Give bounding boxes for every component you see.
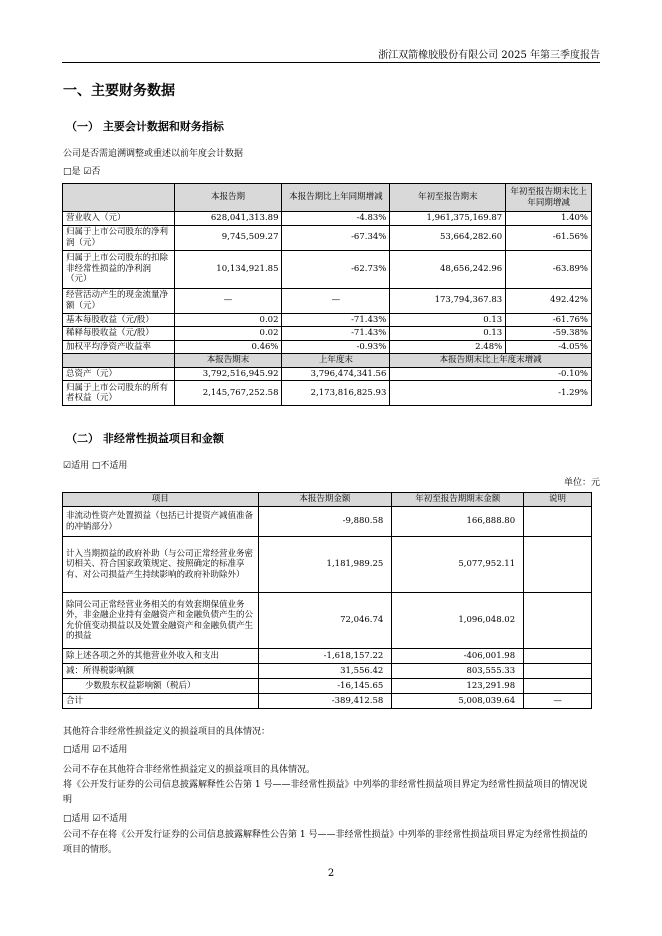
col-header: 本报告期 xyxy=(174,184,282,212)
subsection-title-1: （一） 主要会计数据和财务指标 xyxy=(66,120,224,133)
col-header: 本报告期金额 xyxy=(258,493,392,507)
table-row: 加权平均净资产收益率 0.46% -0.93% 2.48% -4.05% xyxy=(63,340,592,354)
table-row: 少数股东权益影响额（税后） -16,145.65 123,291.98 xyxy=(63,679,592,694)
col-header: 说明 xyxy=(524,493,592,507)
note-no-other-items: 公司不存在其他符合非经常性损益定义的损益项目的具体情况。 xyxy=(63,765,316,775)
col-header: 年初至报告期末 xyxy=(390,184,506,212)
table-row: 基本每股收益（元/股） 0.02 -71.43% 0.13 -61.76% xyxy=(63,313,592,327)
table-row: 稀释每股收益（元/股） 0.02 -71.43% 0.13 -59.38% xyxy=(63,327,592,341)
col-header: 年初至报告期期末金额 xyxy=(392,493,524,507)
table-row: 总资产（元） 3,792,516,945.92 3,796,474,341.56 -0.10% xyxy=(63,367,592,381)
table-row: 归属于上市公司股东的扣除非经常性损益的净利润（元） 10,134,921.85 -62.73% 48,656,242.96 -63.89% xyxy=(63,250,592,288)
header-divider xyxy=(62,62,600,63)
note-other-applicable: □适用 ☑不适用 xyxy=(63,745,128,755)
section-title: 一、主要财务数据 xyxy=(63,83,175,99)
subsection-title-2: （二） 非经常性损益项目和金额 xyxy=(66,432,224,445)
col-header: 上年度末 xyxy=(282,354,390,368)
note-no-reclassification: 公司不存在将《公开发行证券的公司信息披露解释性公告第 1 号——非经常性损益》中列举的非经常性损益项目界定为经常性损益的项目的情形。 xyxy=(63,830,588,855)
table-row: 非流动性资产处置损益（包括已计提资产减值准备的冲销部分） -9,880.58 166,888.80 xyxy=(63,507,592,537)
note-other-items: 其他符合非经常性损益定义的损益项目的具体情况： xyxy=(63,727,271,737)
note-reclassification-title: 将《公开发行证券的公司信息披露解释性公告第 1 号——非经常性损益》中列举的非经常性损益项目界定为经常性损益项目的情况说明 xyxy=(63,780,588,805)
non-recurring-items-table xyxy=(62,492,592,709)
table-row: 除上述各项之外的其他营业外收入和支出 -1,618,157.22 -406,001.98 xyxy=(63,649,592,664)
restate-answer: □是 ☑否 xyxy=(63,167,101,177)
table-row: 营业收入（元） 628,041,313.89 -4.83% 1,961,375,169.87 1.40% xyxy=(63,212,592,226)
table-row: 计入当期损益的政府补助（与公司正常经营业务密切相关、符合国家政策规定、按照确定的标准享有、对公司损益产生持续影响的政府补助除外） 1,181,989.25 5,077,952.11 xyxy=(63,537,592,593)
page-number: 2 xyxy=(327,868,335,879)
financial-indicators-table xyxy=(62,183,592,406)
table-subheader-row xyxy=(63,354,592,368)
report-header: 浙江双箭橡胶股份有限公司 2025 年第三季度报告 xyxy=(378,50,600,61)
table-header-row xyxy=(63,493,592,507)
table-row: 除同公司正常经营业务相关的有效套期保值业务外，非金融企业持有金融资产和金融负债产生的公允价值变动损益以及处置金融资产和金融负债产生的损益 72,046.74 1,096,048.02 xyxy=(63,593,592,649)
table-row: 归属于上市公司股东的净利润（元） 9,745,509.27 -67.34% 53,664,282.60 -61.56% xyxy=(63,225,592,250)
col-header: 项目 xyxy=(63,493,259,507)
table-total-row: 合计 -389,412.58 5,008,039.64 — xyxy=(63,694,592,709)
unit-label: 单位：元 xyxy=(563,478,600,488)
col-header: 本报告期末 xyxy=(174,354,282,368)
applicable-status: ☑适用 □不适用 xyxy=(63,461,128,471)
restate-question: 公司是否需追溯调整或重述以前年度会计数据 xyxy=(63,149,244,159)
col-header: 本报告期比上年同期增减 xyxy=(282,184,390,212)
col-header: 本报告期末比上年度末增减 xyxy=(390,354,592,368)
table-row: 减：所得税影响额 31,556.42 803,555.33 xyxy=(63,664,592,679)
table-row: 归属于上市公司股东的所有者权益（元） 2,145,767,252.58 2,173,816,825.93 -1.29% xyxy=(63,381,592,406)
table-header-row xyxy=(63,184,592,212)
col-header: 年初至报告期末比上年同期增减 xyxy=(506,184,592,212)
note-reclassification-applicable: □适用 ☑不适用 xyxy=(63,814,128,824)
table-row: 经营活动产生的现金流量净额（元） — — 173,794,367.83 492.42% xyxy=(63,288,592,313)
